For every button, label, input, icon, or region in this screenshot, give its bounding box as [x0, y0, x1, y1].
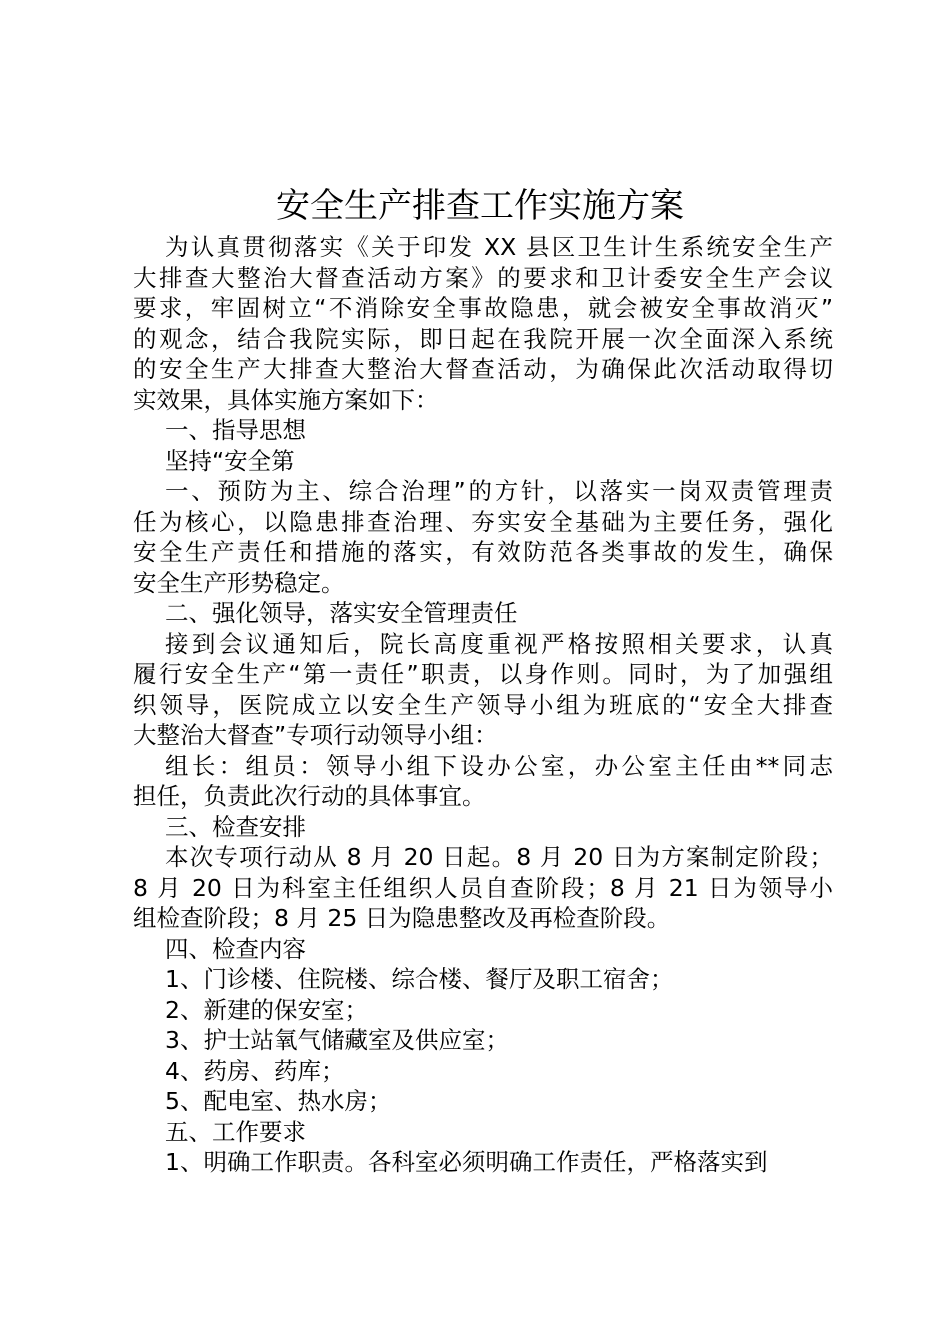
text-line: 为认真贯彻落实《关于印发 XX 县区卫生计生系统安全生产	[165, 233, 833, 261]
paragraph-schedule	[133, 842, 833, 934]
text-line: 履行安全生产“第一责任”职责，以身作则。同时，为了加强组	[133, 660, 833, 688]
document-body	[133, 232, 833, 1178]
paragraph-heading-1	[133, 415, 833, 446]
document-title: 安全生产排查工作实施方案	[276, 186, 684, 226]
text-line: 3、护士站氧气储藏室及供应室；	[165, 1026, 509, 1054]
text-line: 8 月 20 日为科室主任组织人员自查阶段；8 月 21 日为领导小	[133, 873, 833, 902]
text-line: 担任，负责此次行动的具体事宜。	[133, 782, 486, 810]
text-line: 任为核心，以隐患排查治理、夯实安全基础为主要任务，强化	[133, 507, 833, 536]
text-line: 三、检查安排	[165, 812, 306, 841]
text-line: 组检查阶段；8 月 25 日为隐患整改及再检查阶段。	[133, 904, 671, 932]
text-line: 二、强化领导，落实安全管理责任	[165, 599, 518, 627]
text-line: 大排查大整治大督查活动方案》的要求和卫计委安全生产会议	[133, 263, 833, 292]
text-line: 坚持“安全第	[165, 446, 295, 475]
text-line: 安全生产责任和措施的落实，有效防范各类事故的发生，确保	[133, 538, 833, 566]
text-line: 四、检查内容	[165, 934, 306, 963]
text-line: 织领导，医院成立以安全生产领导小组为班底的“安全大排查	[133, 690, 833, 719]
text-line: 1、明确工作职责。各科室必须明确工作责任，严格落实到	[165, 1148, 768, 1176]
paragraph-heading-3	[133, 812, 833, 843]
text-line: 1、门诊楼、住院楼、综合楼、餐厅及职工宿舍；	[165, 965, 674, 993]
text-line: 安全生产形势稳定。	[133, 568, 345, 597]
paragraph-item-4	[133, 1056, 833, 1087]
text-line: 5、配电室、热水房；	[165, 1087, 392, 1115]
paragraph-heading-5	[133, 1117, 833, 1148]
paragraph-item-3	[133, 1025, 833, 1056]
paragraph-intro	[133, 232, 833, 415]
text-line: 接到会议通知后，院长高度重视严格按照相关要求，认真	[165, 629, 833, 658]
paragraph-req-1	[133, 1147, 833, 1178]
text-line: 要求，牢固树立“不消除安全事故隐患，就会被安全事故消灭”	[133, 294, 833, 322]
paragraph-heading-2	[133, 598, 833, 629]
text-line: 的安全生产大排查大整治大督查活动，为确保此次活动取得切	[133, 355, 833, 383]
text-line: 2、新建的保安室；	[165, 995, 368, 1024]
text-line: 实效果，具体实施方案如下：	[133, 385, 439, 414]
text-line: 五、工作要求	[165, 1117, 306, 1146]
paragraph-leadership-2	[133, 751, 833, 812]
paragraph-heading-4	[133, 934, 833, 965]
text-line: 大整治大督查”专项行动领导小组：	[133, 721, 498, 749]
paragraph-item-1	[133, 964, 833, 995]
text-line: 一、预防为主、综合治理”的方针，以落实一岗双责管理责	[165, 477, 833, 505]
text-line: 一、指导思想	[165, 416, 306, 444]
paragraph-guiding-1	[133, 446, 833, 477]
paragraph-guiding-2	[133, 476, 833, 598]
text-line: 4、药房、药库；	[165, 1056, 345, 1085]
paragraph-item-2	[133, 995, 833, 1026]
text-line: 的观念，结合我院实际，即日起在我院开展一次全面深入系统	[133, 324, 833, 353]
paragraph-leadership-1	[133, 629, 833, 751]
text-line: 本次专项行动从 8 月 20 日起。8 月 20 日为方案制定阶段；	[165, 843, 833, 871]
text-line: 组长：组员：领导小组下设办公室，办公室主任由**同志	[165, 751, 833, 780]
paragraph-item-5	[133, 1086, 833, 1117]
